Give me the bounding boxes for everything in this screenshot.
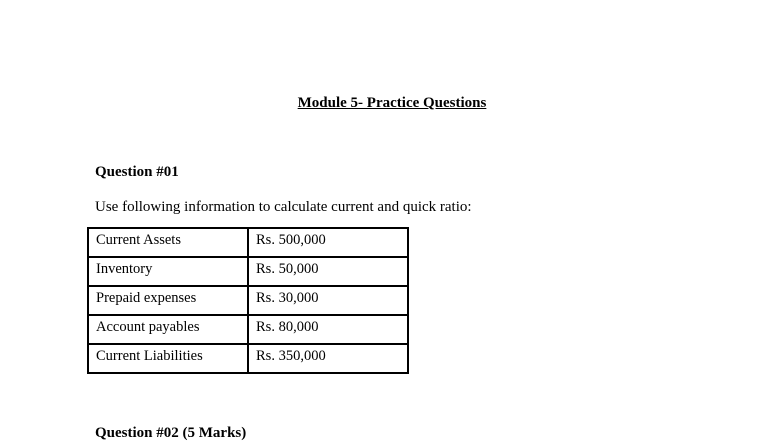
table-row <box>88 315 408 344</box>
row-value: Rs. 500,000 <box>248 228 408 257</box>
question-1-heading: Question #01 <box>95 164 179 180</box>
row-label: Current Liabilities <box>88 344 248 373</box>
row-label: Account payables <box>88 315 248 344</box>
table-row <box>88 286 408 315</box>
row-label: Inventory <box>88 257 248 286</box>
financial-data-table <box>87 227 409 374</box>
table-row <box>88 228 408 257</box>
row-label: Prepaid expenses <box>88 286 248 315</box>
table-row <box>88 257 408 286</box>
row-value: Rs. 80,000 <box>248 315 408 344</box>
row-value: Rs. 30,000 <box>248 286 408 315</box>
page-title: Module 5- Practice Questions <box>297 95 487 111</box>
row-value: Rs. 350,000 <box>248 344 408 373</box>
table-row <box>88 344 408 373</box>
question-1-intro: Use following information to calculate current and quick ratio: <box>95 199 472 215</box>
row-label: Current Assets <box>88 228 248 257</box>
row-value: Rs. 50,000 <box>248 257 408 286</box>
question-2-heading: Question #02 (5 Marks) <box>95 425 247 441</box>
